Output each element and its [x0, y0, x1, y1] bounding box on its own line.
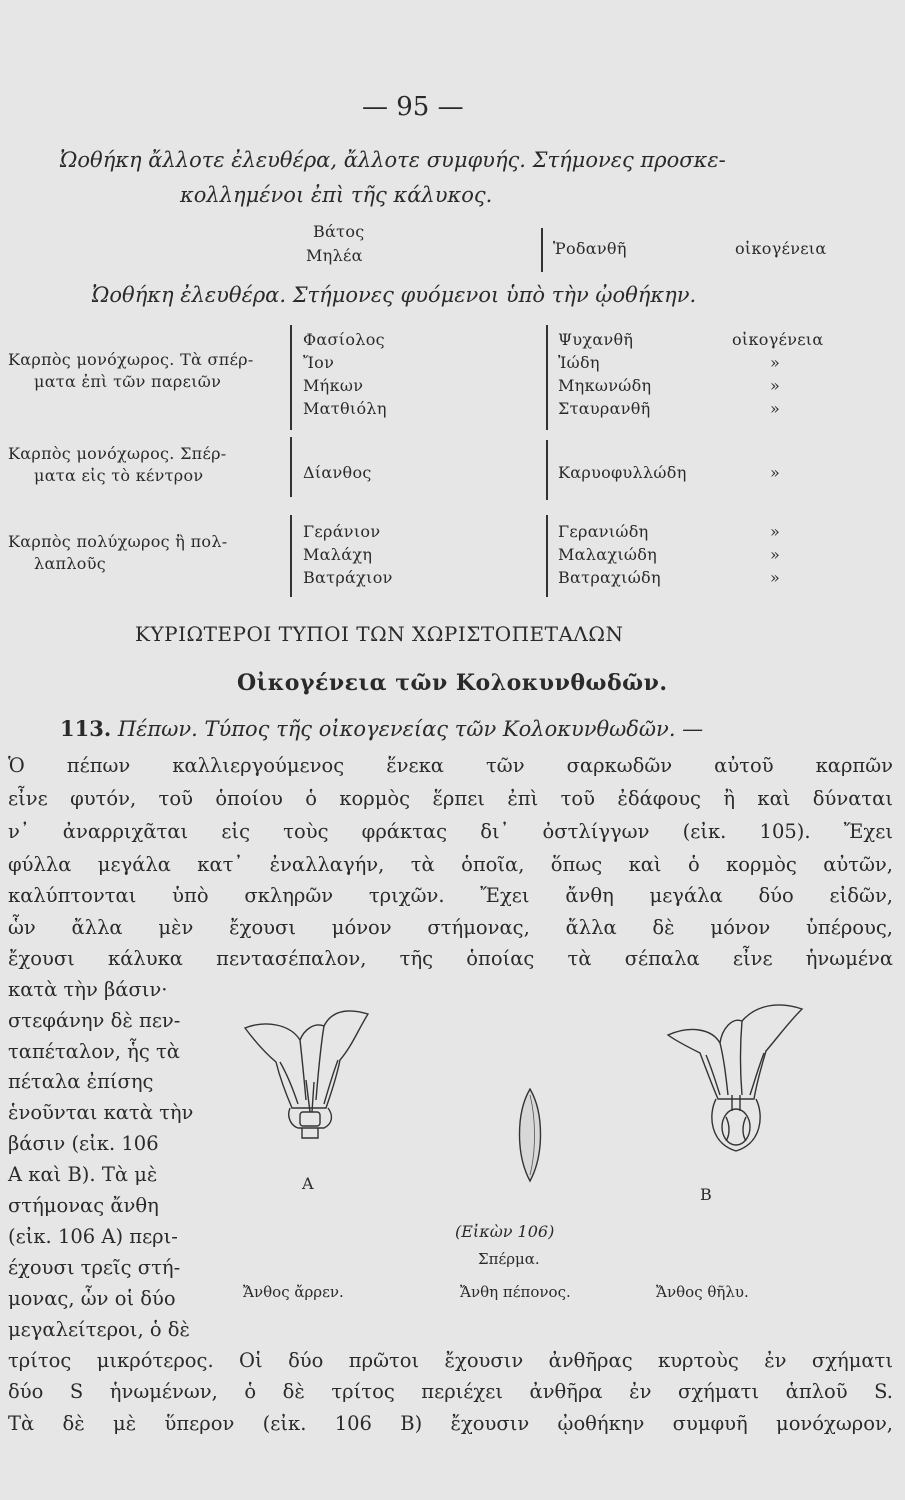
row1-family-4: Σταυρανθῆ: [558, 399, 651, 418]
short-line-10: έχουσι τρεῖς στή-: [8, 1256, 181, 1279]
label-a: Α: [302, 1174, 314, 1193]
short-line-6: βάσιν (εἰκ. 106: [8, 1132, 159, 1155]
row2-mark-1: »: [770, 463, 781, 482]
short-line-12: μεγαλείτεροι, ὁ δὲ: [8, 1318, 190, 1341]
row2-divider-right: [546, 440, 548, 500]
row1-mark-2: »: [770, 353, 781, 372]
short-line-7: Α καὶ Β). Τὰ μὲ: [8, 1163, 158, 1186]
row3-plant-3: Βατράχιον: [303, 568, 393, 587]
para-title-line: [60, 716, 703, 741]
seed-label: Σπέρμα.: [478, 1250, 540, 1268]
row3-mark-3: »: [770, 568, 781, 587]
row1-family-2: Ἰώδη: [558, 353, 600, 372]
body-line-5: καλύπτονται ὑπὸ σκληρῶν τριχῶν. Ἔχει ἄνθη μεγάλα δύο εἰδῶν,: [8, 884, 893, 907]
short-line-5: ἑνοῦνται κατὰ τὴν: [8, 1101, 194, 1124]
body-line-6: ὧν ἄλλα μὲν ἔχουσι μόνον στήμονας, ἄλλα δὲ μόνον ὑπέρους,: [8, 916, 893, 939]
female-flower-illustration: [660, 995, 810, 1170]
row1-divider-left: [290, 325, 292, 430]
group1-family: Ῥοδανθῆ: [553, 239, 627, 258]
body-line-1: Ὁ πέπων καλλιεργούμενος ἕνεκα τῶν σαρκωδῶν αὐτοῦ καρπῶν: [8, 754, 893, 777]
row3-desc-2: λαπλοῦς: [34, 554, 107, 573]
seed-illustration: [510, 1085, 550, 1185]
row2-divider-left: [290, 437, 292, 497]
end-line-3: Τὰ δὲ μὲ ὕπερον (εἰκ. 106 Β) ἔχουσιν ᾠοθήκην συμφυῆ μονόχωρον,: [8, 1412, 893, 1435]
row3-divider-right: [546, 515, 548, 597]
para-number: 113.: [60, 716, 112, 741]
row2-plant-1: Δίανθος: [303, 463, 372, 482]
body-line-2: εἶνε φυτόν, τοῦ ὁποίου ὁ κορμὸς ἕρπει ἐπὶ τοῦ ἐδάφους ἢ καὶ δύναται: [8, 787, 893, 810]
row3-desc-1: Καρπὸς πολύχωρος ἢ πολ-: [8, 532, 228, 551]
section2-title: Ὠοθήκη ἐλευθέρα. Στήμονες φυόμενοι ὑπὸ τὴν ᾠοθήκην.: [92, 283, 697, 307]
row1-family-3: Μηκωνώδη: [558, 376, 652, 395]
row1-plant-3: Μήκων: [303, 376, 364, 395]
row1-plant-1: Φασίολος: [303, 330, 385, 349]
group1-family-word: οἰκογένεια: [735, 239, 827, 258]
group1-plant-1: Βάτος: [313, 222, 365, 241]
main-heading: ΚΥΡΙΩΤΕΡΟΙ ΤΥΠΟΙ ΤΩΝ ΧΩΡΙΣΤΟΠΕΤΑΛΩΝ: [135, 622, 624, 646]
row2-desc-1: Καρπὸς μονόχωρος. Σπέρ-: [8, 444, 227, 463]
row3-mark-2: »: [770, 545, 781, 564]
body-line-4: φύλλα μεγάλα κατ᾿ ἐναλλαγήν, τὰ ὁποῖα, ὅπως καὶ ὁ κορμὸς αὐτῶν,: [8, 853, 893, 876]
row1-plant-4: Ματθιόλη: [303, 399, 387, 418]
flowers-caption: Ἄνθη πέπονος.: [460, 1283, 571, 1301]
male-flower-illustration: [240, 1000, 380, 1160]
row1-mark-3: »: [770, 376, 781, 395]
group1-divider: [541, 228, 543, 272]
short-line-9: (εἰκ. 106 Α) περι-: [8, 1225, 178, 1248]
row1-mark-1: οἰκογένεια: [732, 330, 824, 349]
body-line-7: ἔχουσι κάλυκα πεντασέπαλον, τῆς ὁποίας τὰ σέπαλα εἶνε ἡνωμένα: [8, 947, 893, 970]
short-line-8: στήμονας ἄνθη: [8, 1194, 159, 1217]
short-line-4: πέταλα ἐπίσης: [8, 1070, 154, 1093]
row1-family-1: Ψυχανθῆ: [558, 330, 634, 349]
row2-family-1: Καρυοφυλλώδη: [558, 463, 687, 482]
row3-family-3: Βατραχιώδη: [558, 568, 661, 587]
end-line-2: δύο S ἡνωμένων, ὁ δὲ τρίτος περιέχει ἀνθῆρα ἐν σχήματι ἁπλοῦ S.: [8, 1380, 893, 1403]
row1-desc-2: ματα ἐπὶ τῶν παρειῶν: [34, 372, 222, 391]
family-title: Οἰκογένεια τῶν Κολοκυνθωδῶν.: [237, 670, 668, 696]
row3-mark-1: »: [770, 522, 781, 541]
row3-plant-2: Μαλάχη: [303, 545, 373, 564]
row3-family-1: Γερανιώδη: [558, 522, 649, 541]
short-line-2: στεφάνην δὲ πεν-: [8, 1009, 181, 1032]
short-line-11: μονας, ὧν οἱ δύο: [8, 1287, 176, 1310]
row1-plant-2: Ἴον: [303, 353, 335, 372]
row1-desc-1: Καρπὸς μονόχωρος. Τὰ σπέρ-: [8, 350, 254, 369]
short-line-3: ταπέταλον, ἧς τὰ: [8, 1040, 180, 1063]
body-line-3: ν᾿ ἀναρριχᾶται εἰς τοὺς φράκτας δι᾿ ὀστλίγγων (εἰκ. 105). Ἔχει: [8, 820, 893, 843]
intro-line-1: Ὠοθήκη ἄλλοτε ἐλευθέρα, ἄλλοτε συμφυής. Στήμονες προσκε-: [60, 148, 726, 172]
page-number: — 95 —: [362, 92, 464, 122]
row1-divider-right: [546, 325, 548, 430]
group1-plant-2: Μηλέα: [306, 246, 363, 265]
row3-family-2: Μαλαχιώδη: [558, 545, 658, 564]
figure-caption-title: (Εἰκὼν 106): [455, 1222, 555, 1241]
row2-desc-2: ματα εἰς τὸ κέντρον: [34, 466, 204, 485]
end-line-1: τρίτος μικρότερος. Οἱ δύο πρῶτοι ἔχουσιν ἀνθῆρας κυρτοὺς ἐν σχήματι: [8, 1349, 893, 1372]
para-title: Πέπων. Τύπος τῆς οἰκογενείας τῶν Κολοκυνθωδῶν. —: [111, 717, 704, 741]
row3-plant-1: Γεράνιον: [303, 522, 381, 541]
female-flower-caption: Ἄνθος θῆλυ.: [656, 1283, 749, 1301]
short-line-1: κατὰ τὴν βάσιν·: [8, 978, 168, 1001]
row3-divider-left: [290, 515, 292, 597]
row1-mark-4: »: [770, 399, 781, 418]
male-flower-caption: Ἄνθος ἄρρεν.: [243, 1283, 344, 1301]
intro-line-2: κολλημένοι ἐπὶ τῆς κάλυκος.: [180, 183, 493, 207]
label-b: Β: [700, 1185, 712, 1204]
